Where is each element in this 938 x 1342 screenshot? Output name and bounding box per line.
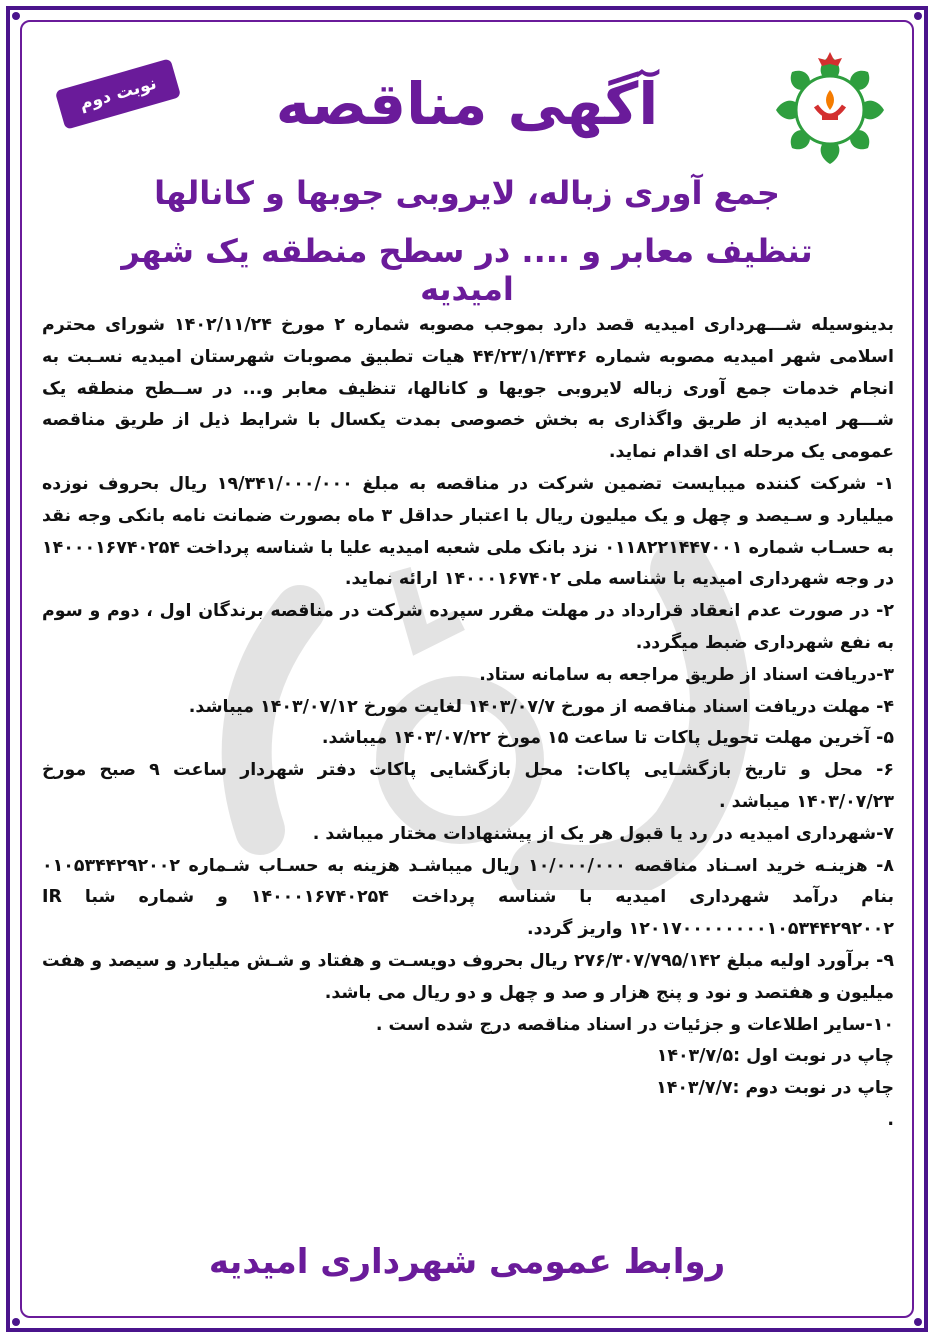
subtitle-1: جمع آوری زباله، لایروبی جوبها و کانالها — [154, 174, 780, 212]
footer-signature: روابط عمومی شهرداری امیدیه — [208, 1242, 726, 1282]
intro-paragraph: بدینوسیله شـــهرداری امیدیه قصد دارد بموجب مصوبه شماره ۲ مورخ ۱۴۰۲/۱۱/۲۴ شورای محترم اسلامی شهر امیدیه مصوبه شماره ۴۴/۲۳/۱/۴۳۴۶ هیات تطبیق مصوبات شهرستان امیدیه نسـبت به انجام خدمات جمع آوری زباله لایروبی جویها و کانالها، تنظیف معابر و... در ســطح منطقه یک شـــهر امیدیه از طریق واگذاری به بخش خصوصی بمدت یکسال با شرایط ذیل از طریق مناقصه عمومی یک مرحله ای اقدام نماید. — [42, 315, 894, 463]
clause-9: ۹- برآورد اولیه مبلغ ۲۷۶/۳۰۷/۷۹۵/۱۴۲ ریال بحروف دویسـت و هفتاد و شـش میلیارد و سیصد و هفت میلیون و هفتصد و نود و پنج هزار و صد و چهل و دو ریال می باشد. — [42, 950, 894, 1003]
clause-3: ۳-دریافت اسناد از طریق مراجعه به سامانه ستاد. — [479, 664, 894, 685]
municipality-logo — [770, 50, 890, 170]
clause-8: ۸- هزینـه خرید اسـناد مناقصه ۱۰/۰۰۰/۰۰۰ ریال میباشـد هزینه به حسـاب شـماره ۰۱۰۵۳۴۴۲۹۲۰۰۲ بنام درآمد شهرداری امیدیه با شناسه پرداخت ۱۴۰۰۰۱۶۷۴۰۲۵۴ و شماره شبا IR ۱۲۰۱۷۰۰۰۰۰۰۰۰۱۰۵۳۴۴۲۹۲۰۰۲ واریز گردد. — [42, 855, 894, 940]
clause-4: ۴- مهلت دریافت اسناد مناقصه از مورخ ۱۴۰۳/۰۷/۷ لغایت مورخ ۱۴۰۳/۰۷/۱۲ میباشد. — [188, 696, 894, 717]
notice-frame — [6, 6, 928, 1332]
clause-5: ۵- آخرین مهلت تحویل پاکات تا ساعت ۱۵ مورخ ۱۴۰۳/۰۷/۲۲ میباشد. — [321, 728, 894, 749]
clause-2: ۲- در صورت عدم انعقاد قرارداد در مهلت مقرر سپرده شرکت در مناقصه برندگان اول ، دوم و سوم به نفع شهرداری ضبط میگردد. — [42, 601, 894, 653]
clause-7: ۷-شهرداری امیدیه در رد یا قبول هر یک از پیشنهادات مختار میباشد . — [312, 823, 894, 844]
trailing-dot: . — [887, 1109, 894, 1130]
clause-1: ۱- شرکت کننده میبایست تضمین شرکت در مناقصه به مبلغ ۱۹/۳۴۱/۰۰۰/۰۰۰ ریال بحروف نوزده میلیارد و سـیصد و چهل و یک میلیون ریال با اعتبار حداقل ۳ ماه بصورت ضمانت نامه بانکی وجه نقد به حسـاب شماره ۰۱۱۸۲۲۱۴۴۷۰۰۱ نزد بانک ملی شعبه امیدیه علیا با شناسه پرداخت ۱۴۰۰۰۱۶۷۴۰۲۵۴ در وجه شهرداری امیدیه با شناسه ملی ۱۴۰۰۰۱۶۷۴۰۲ ارائه نماید. — [42, 473, 894, 590]
clause-10: ۱۰-سایر اطلاعات و جزئیات در اسناد مناقصه درج شده است . — [375, 1014, 894, 1035]
corner-dot — [12, 1318, 20, 1326]
notice-body — [42, 310, 894, 1137]
subtitle-2: تنظیف معابر و .... در سطح منطقه یک شهر امیدیه — [121, 232, 813, 308]
corner-dot — [914, 12, 922, 20]
second-print-date: چاپ در نوبت دوم :۱۴۰۳/۷/۷ — [656, 1078, 894, 1099]
corner-dot — [914, 1318, 922, 1326]
page-title: آگهی مناقصه — [275, 70, 659, 138]
clause-6: ۶- محل و تاریخ بازگشـایی پاکات: محل بازگشایی پاکات دفتر شهردار ساعت ۹ صبح مورخ ۱۴۰۳/۰۷/۲۳ میباشد . — [42, 760, 894, 812]
first-print-date: چاپ در نوبت اول :۱۴۰۳/۷/۵ — [656, 1046, 894, 1067]
corner-dot — [12, 12, 20, 20]
second-print-badge: نوبت دوم — [55, 58, 181, 130]
